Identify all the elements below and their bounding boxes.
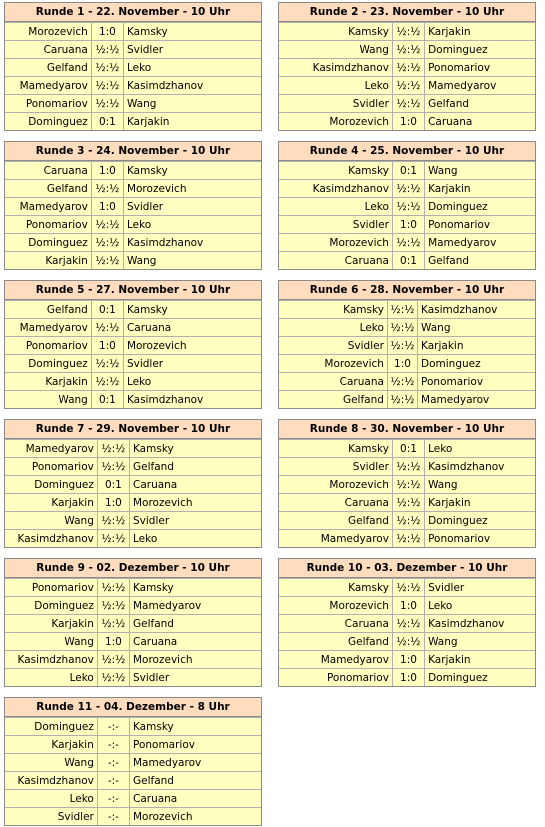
game-row [5,216,261,234]
game-row [279,373,535,391]
black-player: Ponomariov [425,216,535,234]
game-result: -:- [97,808,129,826]
game-row [5,458,261,476]
white-player: Leko [279,319,387,337]
round-table [4,419,262,548]
game-row [5,615,261,633]
game-result: 0:1 [97,476,129,494]
game-result: ½:½ [91,216,123,234]
round-table [4,280,262,409]
white-player: Mamedyarov [279,651,392,669]
game-result: -:- [97,736,129,754]
white-player: Leko [5,669,97,687]
game-result: ½:½ [97,512,129,530]
game-row [279,301,535,319]
game-result: ½:½ [392,59,424,77]
white-player: Mamedyarov [279,530,392,548]
black-player: Caruana [123,319,261,337]
game-result: 0:1 [91,113,123,131]
game-result: ½:½ [91,355,123,373]
black-player: Karjakin [418,337,535,355]
white-player: Ponomariov [5,216,91,234]
round-title: Runde 7 - 29. November - 10 Uhr [5,420,261,439]
white-player: Karjakin [5,373,91,391]
round-title: Runde 9 - 02. Dezember - 10 Uhr [5,559,261,578]
round-title: Runde 2 - 23. November - 10 Uhr [279,3,535,22]
white-player: Karjakin [5,252,91,270]
game-row [279,440,535,458]
game-result: ½:½ [387,319,417,337]
game-result: -:- [97,718,129,736]
white-player: Morozevich [279,234,392,252]
black-player: Gelfand [129,458,261,476]
game-row [279,651,535,669]
white-player: Kasimdzhanov [5,772,97,790]
game-row [279,391,535,409]
game-row [5,754,261,772]
game-row [5,718,261,736]
game-row [279,252,535,270]
game-result: ½:½ [392,512,424,530]
game-row [5,579,261,597]
white-player: Morozevich [279,355,387,373]
game-result: ½:½ [392,41,424,59]
game-row [5,252,261,270]
white-player: Karjakin [5,615,97,633]
game-result: 1:0 [387,355,417,373]
game-result: -:- [97,754,129,772]
white-player: Gelfand [5,301,91,319]
round-title: Runde 4 - 25. November - 10 Uhr [279,142,535,161]
white-player: Leko [279,198,392,216]
black-player: Svidler [425,579,535,597]
black-player: Karjakin [425,23,535,41]
game-row [279,198,535,216]
game-result: ½:½ [392,458,424,476]
black-player: Morozevich [129,808,261,826]
game-row [5,633,261,651]
black-player: Kasimdzhanov [123,234,261,252]
game-result: ½:½ [392,494,424,512]
game-row [279,113,535,131]
game-result: ½:½ [91,59,123,77]
white-player: Karjakin [5,736,97,754]
black-player: Kasimdzhanov [123,391,261,409]
white-player: Svidler [279,216,392,234]
black-player: Svidler [123,355,261,373]
white-player: Dominguez [5,234,91,252]
black-player: Morozevich [123,337,261,355]
black-player: Kamsky [123,162,261,180]
white-player: Kasimdzhanov [5,530,97,548]
game-result: ½:½ [392,95,424,113]
white-player: Caruana [279,252,392,270]
white-player: Wang [5,391,91,409]
black-player: Kamsky [129,579,261,597]
black-player: Mamedyarov [425,77,535,95]
white-player: Mamedyarov [5,440,97,458]
game-row [5,440,261,458]
black-player: Karjakin [123,113,261,131]
white-player: Wang [5,633,97,651]
game-result: ½:½ [392,180,424,198]
black-player: Wang [425,633,535,651]
game-result: ½:½ [392,198,424,216]
white-player: Caruana [5,41,91,59]
white-player: Gelfand [279,391,387,409]
game-row [5,95,261,113]
game-row [5,373,261,391]
white-player: Gelfand [5,59,91,77]
round-table [278,558,536,687]
white-player: Ponomariov [5,458,97,476]
black-player: Kamsky [129,440,261,458]
game-result: -:- [97,772,129,790]
black-player: Morozevich [129,494,261,512]
game-result: ½:½ [97,597,129,615]
black-player: Morozevich [129,651,261,669]
game-row [5,180,261,198]
game-row [279,41,535,59]
round-table [278,141,536,270]
game-row [279,216,535,234]
game-result: ½:½ [91,180,123,198]
game-row [279,180,535,198]
black-player: Kasimdzhanov [123,77,261,95]
black-player: Caruana [129,633,261,651]
game-row [5,23,261,41]
game-row [279,530,535,548]
game-row [279,494,535,512]
game-row [5,301,261,319]
white-player: Dominguez [5,597,97,615]
white-player: Kamsky [279,162,392,180]
white-player: Caruana [279,615,392,633]
game-row [5,234,261,252]
white-player: Morozevich [279,476,392,494]
round-title: Runde 8 - 30. November - 10 Uhr [279,420,535,439]
game-row [5,41,261,59]
white-player: Gelfand [279,633,392,651]
game-row [5,772,261,790]
game-row [5,391,261,409]
game-row [5,651,261,669]
game-row [279,95,535,113]
game-result: ½:½ [392,530,424,548]
white-player: Kamsky [279,579,392,597]
game-result: ½:½ [91,41,123,59]
game-result: 0:1 [91,301,123,319]
game-row [279,579,535,597]
game-row [279,597,535,615]
game-row [5,355,261,373]
black-player: Leko [425,440,535,458]
white-player: Svidler [279,337,387,355]
black-player: Kasimdzhanov [418,301,535,319]
black-player: Gelfand [425,252,535,270]
game-result: 0:1 [91,391,123,409]
white-player: Mamedyarov [5,198,91,216]
black-player: Leko [123,59,261,77]
game-row [5,790,261,808]
white-player: Karjakin [5,494,97,512]
black-player: Leko [123,373,261,391]
game-result: ½:½ [97,530,129,548]
round-title: Runde 5 - 27. November - 10 Uhr [5,281,261,300]
black-player: Caruana [129,476,261,494]
black-player: Mamedyarov [129,597,261,615]
game-row [5,530,261,548]
white-player: Svidler [279,458,392,476]
white-player: Morozevich [5,23,91,41]
game-result: ½:½ [91,95,123,113]
white-player: Mamedyarov [5,77,91,95]
black-player: Mamedyarov [418,391,535,409]
white-player: Gelfand [279,512,392,530]
white-player: Morozevich [279,113,392,131]
black-player: Mamedyarov [129,754,261,772]
black-player: Caruana [425,113,535,131]
round-table [4,2,262,131]
black-player: Morozevich [123,180,261,198]
game-result: ½:½ [392,23,424,41]
game-result: ½:½ [91,234,123,252]
black-player: Wang [123,95,261,113]
black-player: Dominguez [418,355,535,373]
game-result: ½:½ [392,234,424,252]
game-result: ½:½ [91,252,123,270]
game-row [5,736,261,754]
white-player: Wang [279,41,392,59]
game-result: ½:½ [392,77,424,95]
black-player: Wang [418,319,535,337]
round-table [278,419,536,548]
black-player: Dominguez [425,41,535,59]
white-player: Kasimdzhanov [279,180,392,198]
game-result: ½:½ [97,669,129,687]
game-result: ½:½ [91,77,123,95]
black-player: Wang [123,252,261,270]
white-player: Kasimdzhanov [5,651,97,669]
game-row [279,23,535,41]
white-player: Kamsky [279,301,387,319]
game-result: ½:½ [97,615,129,633]
game-row [5,77,261,95]
white-player: Ponomariov [5,337,91,355]
round-title: Runde 3 - 24. November - 10 Uhr [5,142,261,161]
black-player: Kamsky [123,301,261,319]
black-player: Dominguez [425,198,535,216]
game-result: 1:0 [392,216,424,234]
game-result: 1:0 [97,494,129,512]
game-result: ½:½ [97,579,129,597]
white-player: Svidler [5,808,97,826]
game-row [5,319,261,337]
game-row [279,633,535,651]
black-player: Mamedyarov [425,234,535,252]
game-result: ½:½ [91,319,123,337]
round-title: Runde 10 - 03. Dezember - 10 Uhr [279,559,535,578]
white-player: Ponomariov [5,579,97,597]
black-player: Karjakin [425,651,535,669]
game-result: ½:½ [387,373,417,391]
black-player: Svidler [123,198,261,216]
black-player: Leko [123,216,261,234]
game-row [279,476,535,494]
game-row [5,512,261,530]
white-player: Ponomariov [279,669,392,687]
white-player: Kamsky [279,440,392,458]
game-result: 1:0 [91,23,123,41]
black-player: Gelfand [129,615,261,633]
game-result: 1:0 [392,651,424,669]
round-title: Runde 11 - 04. Dezember - 8 Uhr [5,698,261,717]
black-player: Kamsky [129,718,261,736]
white-player: Ponomariov [5,95,91,113]
white-player: Caruana [279,373,387,391]
white-player: Morozevich [279,597,392,615]
round-table [4,558,262,687]
black-player: Karjakin [425,494,535,512]
game-row [279,234,535,252]
white-player: Wang [5,754,97,772]
game-result: 1:0 [392,597,424,615]
game-result: ½:½ [387,301,417,319]
round-title: Runde 6 - 28. November - 10 Uhr [279,281,535,300]
black-player: Gelfand [425,95,535,113]
game-result: 0:1 [392,162,424,180]
game-row [279,512,535,530]
white-player: Dominguez [5,718,97,736]
white-player: Svidler [279,95,392,113]
game-result: ½:½ [97,440,129,458]
black-player: Caruana [129,790,261,808]
white-player: Leko [5,790,97,808]
game-result: ½:½ [97,458,129,476]
game-result: 1:0 [91,337,123,355]
black-player: Wang [425,162,535,180]
game-row [279,77,535,95]
game-row [5,494,261,512]
round-table [278,2,536,131]
game-row [5,669,261,687]
game-result: 1:0 [91,162,123,180]
game-result: -:- [97,790,129,808]
game-result: 0:1 [392,440,424,458]
game-row [5,59,261,77]
round-table [4,697,262,826]
game-result: 1:0 [91,198,123,216]
game-row [5,337,261,355]
game-row [279,669,535,687]
game-row [279,355,535,373]
game-row [5,808,261,826]
white-player: Kamsky [279,23,392,41]
game-row [279,337,535,355]
round-table [278,280,536,409]
black-player: Wang [425,476,535,494]
black-player: Svidler [129,512,261,530]
black-player: Ponomariov [418,373,535,391]
black-player: Ponomariov [425,59,535,77]
black-player: Karjakin [425,180,535,198]
black-player: Ponomariov [425,530,535,548]
game-row [5,113,261,131]
round-table [4,141,262,270]
black-player: Leko [129,530,261,548]
game-row [279,615,535,633]
game-row [5,476,261,494]
white-player: Caruana [5,162,91,180]
game-row [279,458,535,476]
black-player: Kasimdzhanov [425,458,535,476]
white-player: Dominguez [5,355,91,373]
game-row [279,59,535,77]
game-result: ½:½ [392,476,424,494]
white-player: Gelfand [5,180,91,198]
game-result: ½:½ [392,615,424,633]
game-result: 1:0 [97,633,129,651]
game-row [5,198,261,216]
white-player: Leko [279,77,392,95]
game-result: ½:½ [387,391,417,409]
game-result: ½:½ [392,579,424,597]
round-title: Runde 1 - 22. November - 10 Uhr [5,3,261,22]
black-player: Gelfand [129,772,261,790]
game-result: ½:½ [91,373,123,391]
white-player: Dominguez [5,476,97,494]
black-player: Svidler [123,41,261,59]
game-result: 1:0 [392,113,424,131]
black-player: Svidler [129,669,261,687]
white-player: Mamedyarov [5,319,91,337]
game-row [279,319,535,337]
black-player: Leko [425,597,535,615]
game-row [279,162,535,180]
game-result: 1:0 [392,669,424,687]
black-player: Dominguez [425,512,535,530]
game-result: ½:½ [387,337,417,355]
black-player: Kamsky [123,23,261,41]
white-player: Dominguez [5,113,91,131]
game-row [5,162,261,180]
game-result: ½:½ [97,651,129,669]
game-row [5,597,261,615]
black-player: Dominguez [425,669,535,687]
white-player: Kasimdzhanov [279,59,392,77]
white-player: Caruana [279,494,392,512]
game-result: ½:½ [392,633,424,651]
black-player: Kasimdzhanov [425,615,535,633]
white-player: Wang [5,512,97,530]
game-result: 0:1 [392,252,424,270]
black-player: Ponomariov [129,736,261,754]
